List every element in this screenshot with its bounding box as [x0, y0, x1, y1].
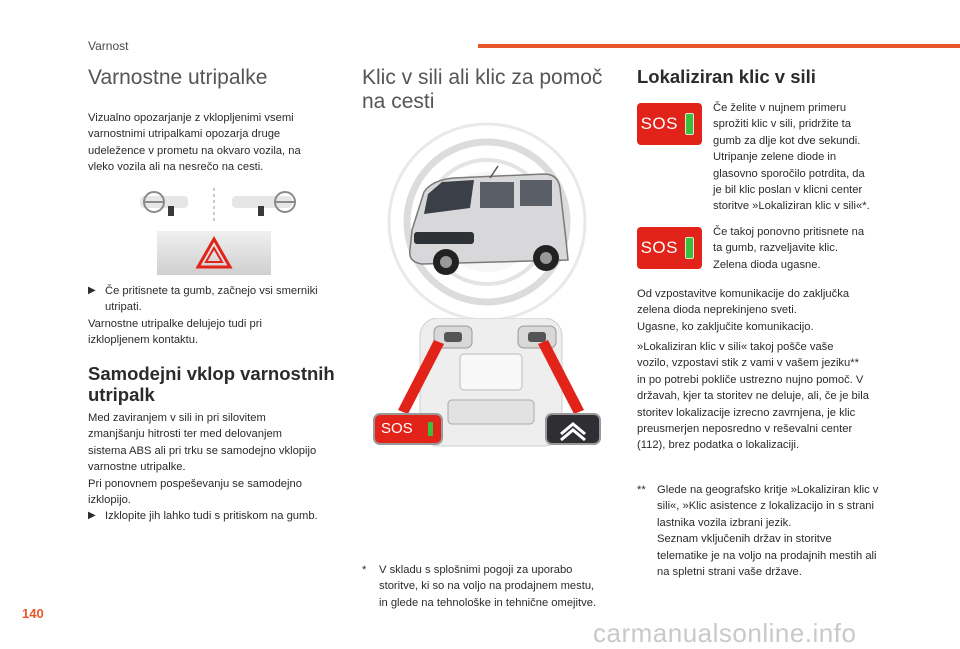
emergency-footnote: * V skladu s splošnimi pogoji za uporabo storitve, ki so na voljo na prodajnem mestu, in glede na tehnološke in tehnične omejitve.: [362, 564, 597, 609]
hazard-bullet: ▶ Če pritisnete ta gumb, začnejo vsi smerniki utripati. Varnostne utripalke delujejo tudi pri izklopljenem kontaktu.: [88, 285, 318, 347]
van-connected-illustration: [362, 122, 612, 322]
dashboard-steering-illustration: [140, 188, 300, 224]
section-label: Varnost: [88, 39, 129, 53]
emergency-call-title: Klic v sili ali klic za pomoč na cesti: [362, 66, 603, 113]
header-accent-bar: [478, 44, 960, 48]
bullet-arrow-icon: ▶: [88, 510, 96, 522]
overhead-console-illustration: [362, 318, 612, 476]
console-sos-label: SOS: [381, 420, 413, 437]
watermark-text: carmanualsonline.info: [593, 618, 857, 648]
auto-hazard-text: Med zaviranjem v sili in pri silovitem zmanjšanju hitrosti ter med delovanjem sistema ABS ali pri trku se samodejno vklopijo varnostne utripalke. Pri ponovnem pospeševanju se samodejno izklopijo. ▶ Izklopite jih lahko tudi s pritiskom na gumb.: [88, 410, 343, 525]
localized-call-description: »Lokaliziran klic v sili« takoj pošče vaše vozilo, vzpostavi stik z vami v vašem jeziku** in po potrebi pokliče ustrezno nujno pomoč. V državah, kjer ta storitev ne deluje, ali, če je bila storitev lokalizacije izrecno zavrnjena, je klic preusmerjen neposredno v reševalni center (112), brez podatka o lokalizaciji.: [637, 341, 869, 452]
communication-status-text: Od vzpostavitve komunikacije do zaključka zelena dioda neprekinjeno sveti. Ugasne, ko zaključite komunikacijo.: [637, 288, 850, 333]
localized-call-title: Lokaliziran klic v sili: [637, 66, 816, 87]
hazard-button-icon: [157, 231, 271, 275]
auto-hazard-title: Samodejni vklop varnostnih utripalk: [88, 363, 335, 405]
green-led-icon: [685, 237, 694, 259]
page-number: 140: [22, 606, 44, 621]
coverage-footnote: ** Glede na geografsko kritje »Lokaliziran klic v sili«, »Klic asistence z lokalizacijo in s strani lastnika vozila izbrani jezik. Seznam vključenih držav in storitve telematike je na voljo na prodajnih mestih ali na spletni strani vaše države.: [637, 484, 879, 579]
sos-button-hold[interactable]: SOS: [637, 103, 702, 145]
sos-button-cancel[interactable]: SOS: [637, 227, 702, 269]
green-led-icon: [685, 113, 694, 135]
bullet-arrow-icon: ▶: [88, 285, 96, 296]
hazard-lights-title: Varnostne utripalke: [88, 66, 268, 89]
localized-call-instructions: Če želite v nujnem primeru sprožiti klic v sili, pridržite ta gumb za dlje kot dve sekundi. Utripanje zelene diode in glasovno sporočilo potrdita, da je bil klic poslan v klicni center storitve »Lokaliziran klic v sili«*.: [713, 102, 870, 213]
cancel-call-instructions: Če takoj ponovno pritisnete na ta gumb, razveljavite klic. Zelena dioda ugasne.: [713, 226, 865, 271]
hazard-lights-intro: Vizualno opozarjanje z vklopljenimi vsemi varnostnimi utripalkami opozarja druge udeležence v prometu na okvaro vozila, na vleko vozila ali na nesrečo na cesti.: [88, 112, 301, 174]
